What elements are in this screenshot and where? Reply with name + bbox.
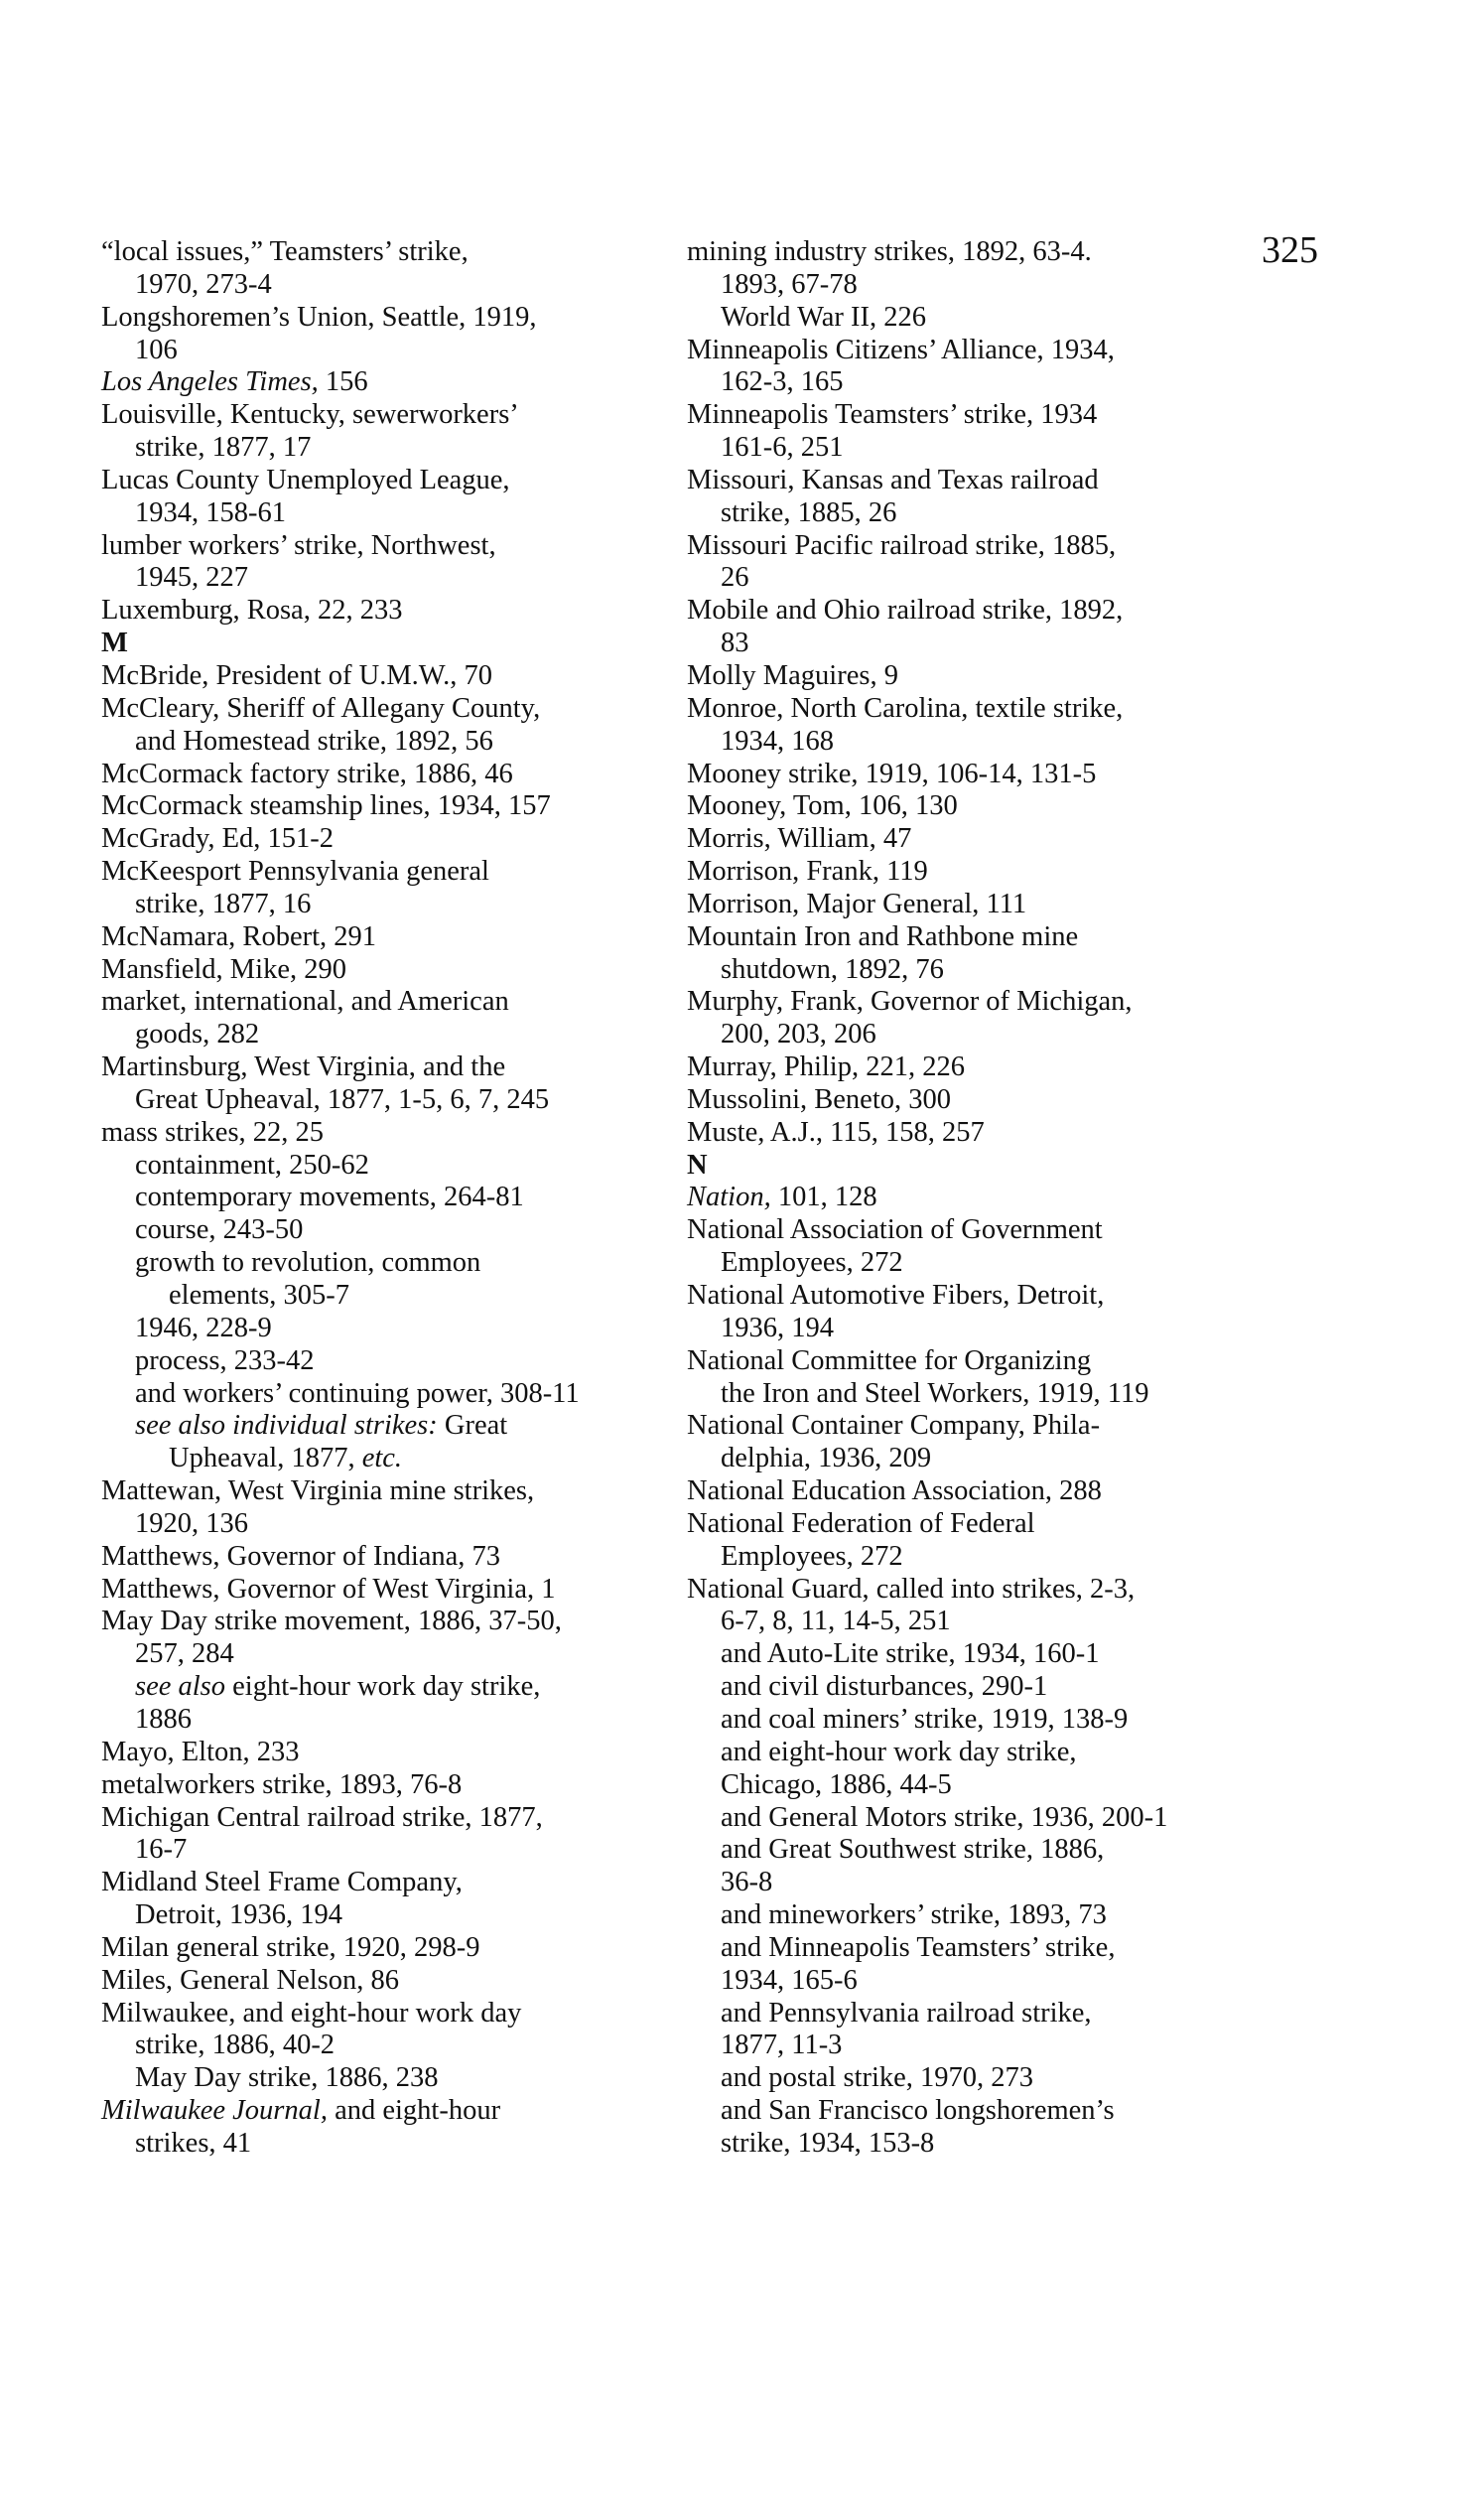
index-entry-text: May Day strike movement, 1886, 37-50, (101, 1606, 562, 1637)
index-entry (101, 921, 657, 954)
index-entry-text: and civil disturbances, 290-1 (721, 1671, 1048, 1703)
index-entry (101, 1182, 657, 1214)
index-entry (687, 1084, 1243, 1117)
index-entry (687, 1051, 1243, 1084)
index-entry (101, 1671, 657, 1704)
index-entry-text: contemporary movements, 264-81 (135, 1182, 524, 1213)
index-entry-text: and Great Southwest strike, 1886, (721, 1834, 1105, 1866)
index-entry (687, 432, 1243, 465)
index-entry (101, 660, 657, 693)
index-entry-text: National Education Association, 288 (687, 1475, 1102, 1507)
index-entry-text: and San Francisco longshoremen’s (721, 2095, 1115, 2127)
index-entry (101, 1150, 657, 1183)
index-entry (101, 2062, 657, 2095)
index-entry-italic: see also (135, 1671, 226, 1703)
index-entry (687, 1541, 1243, 1574)
index-entry-text: eight-hour work day strike, (225, 1671, 541, 1703)
index-entry (687, 1671, 1243, 1704)
index-entry-text: May Day strike, 1886, 238 (135, 2062, 439, 2094)
index-entry-text: 1920, 136 (135, 1507, 248, 1539)
index-entry (687, 1704, 1243, 1737)
page-number: 325 (1262, 229, 1318, 271)
index-entry (687, 2095, 1243, 2128)
index-entry (687, 530, 1243, 563)
index-entry-italic: Los Angeles Times, (101, 366, 319, 398)
index-entry-text: 83 (721, 628, 749, 659)
index-entry-text: 1946, 228-9 (135, 1312, 272, 1343)
index-entry (101, 1606, 657, 1638)
index-entry-text: Muste, A.J., 115, 158, 257 (687, 1116, 985, 1148)
index-entry (101, 1638, 657, 1671)
index-entry-text: Miles, General Nelson, 86 (101, 1964, 399, 1996)
index-entry-text: elements, 305-7 (169, 1280, 350, 1311)
index-entry (101, 1345, 657, 1378)
index-entry (101, 1998, 657, 2030)
index-entry (101, 302, 657, 335)
index-entry-text: Milwaukee, and eight-hour work day (101, 1997, 522, 2029)
index-entry-text: strike, 1877, 16 (135, 888, 312, 919)
index-entry (687, 759, 1243, 791)
index-entry (101, 856, 657, 889)
index-entry (101, 1410, 657, 1443)
index-entry (101, 726, 657, 759)
index-entry (687, 2030, 1243, 2062)
index-entry (101, 1051, 657, 1084)
index-entry-text: the Iron and Steel Workers, 1919, 119 (721, 1377, 1149, 1409)
index-entry-text: Michigan Central railroad strike, 1877, (101, 1801, 543, 1833)
index-entry-text: Minneapolis Citizens’ Alliance, 1934, (687, 334, 1115, 365)
index-column-right (687, 236, 1243, 2161)
index-entry-text: Minneapolis Teamsters’ strike, 1934 (687, 399, 1098, 431)
index-entry (101, 1214, 657, 1247)
index-entry (101, 1704, 657, 1737)
index-entry-text: Luxemburg, Rosa, 22, 233 (101, 595, 403, 627)
index-entry (687, 562, 1243, 595)
index-entry (687, 726, 1243, 759)
index-entry-text: course, 243-50 (135, 1214, 304, 1246)
index-entry-text: market, international, and American (101, 986, 509, 1018)
index-entry-text: Morris, William, 47 (687, 823, 912, 855)
index-entry-text: M (101, 628, 128, 659)
index-entry-text: and workers’ continuing power, 308-11 (135, 1377, 580, 1409)
index-entry (101, 823, 657, 856)
index-entry (101, 1867, 657, 1899)
index-entry-text: McCormack factory strike, 1886, 46 (101, 758, 513, 789)
index-entry (687, 335, 1243, 367)
index-entry (101, 889, 657, 921)
index-entry-text: and postal strike, 1970, 273 (721, 2062, 1034, 2094)
index-entry (687, 1737, 1243, 1769)
index-entry-text: National Association of Government (687, 1214, 1103, 1246)
index-entry (687, 1769, 1243, 1802)
index-entry (101, 2030, 657, 2062)
index-entry-text: lumber workers’ strike, Northwest, (101, 529, 496, 561)
index-entry (687, 660, 1243, 693)
index-entry (687, 1378, 1243, 1411)
index-entry-text: goods, 282 (135, 1019, 260, 1050)
index-entry-text: metalworkers strike, 1893, 76-8 (101, 1768, 463, 1800)
index-entry-text: and Pennsylvania railroad strike, (721, 1997, 1092, 2029)
index-entry (101, 2128, 657, 2161)
index-entry (101, 759, 657, 791)
index-entry-text: Monroe, North Carolina, textile strike, (687, 692, 1124, 724)
index-entry-text: McGrady, Ed, 151-2 (101, 823, 335, 855)
index-entry-text: McCleary, Sheriff of Allegany County, (101, 692, 541, 724)
index-entry (687, 1214, 1243, 1247)
index-entry-text: Missouri, Kansas and Texas railroad (687, 464, 1099, 495)
index-entry (101, 335, 657, 367)
index-entry-text: growth to revolution, common (135, 1247, 481, 1279)
index-entry-text: 156 (318, 366, 368, 398)
index-entry (101, 432, 657, 465)
index-entry (101, 1965, 657, 1998)
index-entry (101, 562, 657, 595)
index-entry-text: and coal miners’ strike, 1919, 138-9 (721, 1703, 1129, 1735)
index-entry-text: Longshoremen’s Union, Seattle, 1919, (101, 301, 537, 333)
index-entry-italic: etc. (361, 1443, 403, 1474)
index-entry (101, 790, 657, 823)
index-entry-text: and Homestead strike, 1892, 56 (135, 725, 493, 757)
index-entry (687, 1313, 1243, 1345)
index-entry (101, 1247, 657, 1280)
index-entry-text: Matthews, Governor of Indiana, 73 (101, 1540, 501, 1572)
index-entry-text: Mooney, Tom, 106, 130 (687, 790, 958, 822)
index-entry (687, 399, 1243, 432)
index-entry-text: Mayo, Elton, 233 (101, 1736, 300, 1767)
index-entry (687, 1932, 1243, 1965)
index-entry (687, 1410, 1243, 1443)
index-entry (687, 1965, 1243, 1998)
index-entry (687, 986, 1243, 1019)
index-entry-text: Employees, 272 (721, 1247, 903, 1279)
index-entry-text: Lucas County Unemployed League, (101, 464, 510, 495)
index-entry (687, 465, 1243, 497)
index-entry (101, 1378, 657, 1411)
index-entry-italic: see also individual strikes: (135, 1410, 438, 1442)
index-entry-text: 1886 (135, 1703, 192, 1735)
index-entry (101, 1019, 657, 1051)
index-entry (687, 954, 1243, 987)
index-entry (101, 1313, 657, 1345)
index-entry (687, 269, 1243, 302)
index-entry-italic: Milwaukee Journal, (101, 2095, 328, 2127)
index-entry (687, 1117, 1243, 1150)
index-entry-text: 200, 203, 206 (721, 1019, 876, 1050)
index-entry-text: 1936, 194 (721, 1312, 834, 1343)
index-entry (687, 1834, 1243, 1867)
index-entry-text: Murphy, Frank, Governor of Michigan, (687, 986, 1133, 1018)
index-entry-text: delphia, 1936, 209 (721, 1443, 932, 1474)
index-entry (101, 465, 657, 497)
index-entry (101, 399, 657, 432)
index-entry (687, 1867, 1243, 1899)
index-entry-text: 161-6, 251 (721, 432, 844, 464)
index-entry (101, 1084, 657, 1117)
index-entry-text: process, 233-42 (135, 1344, 315, 1376)
index-entry-text: Martinsburg, West Virginia, and the (101, 1051, 506, 1083)
index-entry (687, 497, 1243, 530)
index-entry-text: containment, 250-62 (135, 1149, 369, 1181)
index-entry-text: Molly Maguires, 9 (687, 659, 898, 691)
index-entry-text: Chicago, 1886, 44-5 (721, 1768, 952, 1800)
index-entry (687, 595, 1243, 628)
index-entry (687, 1574, 1243, 1607)
index-entry-text: and eight-hour (327, 2095, 501, 2127)
index-entry (687, 2128, 1243, 2161)
index-entry (687, 1345, 1243, 1378)
index-entry-text: National Container Company, Phila- (687, 1410, 1101, 1442)
index-entry (687, 889, 1243, 921)
index-entry-text: National Automotive Fibers, Detroit, (687, 1280, 1105, 1311)
index-entry-text: strikes, 41 (135, 2127, 252, 2159)
index-entry (101, 1574, 657, 1607)
index-entry-text: Morrison, Major General, 111 (687, 888, 1027, 919)
index-entry-text: 6-7, 8, 11, 14-5, 251 (721, 1606, 951, 1637)
index-entry-text: Murray, Philip, 221, 226 (687, 1051, 965, 1083)
index-entry (687, 856, 1243, 889)
index-entry (687, 1182, 1243, 1214)
index-entry (101, 1117, 657, 1150)
index-entry-text: Mooney strike, 1919, 106-14, 131-5 (687, 758, 1097, 789)
index-entry-text: and mineworkers’ strike, 1893, 73 (721, 1899, 1107, 1931)
index-entry (687, 1443, 1243, 1475)
index-entry (687, 1280, 1243, 1313)
index-entry-text: Great (437, 1410, 508, 1442)
index-entry (101, 1769, 657, 1802)
index-entry (687, 693, 1243, 726)
index-entry (101, 1834, 657, 1867)
index-entry-text: McKeesport Pennsylvania general (101, 856, 489, 888)
index-entry-text: 162-3, 165 (721, 366, 844, 398)
index-entry-text: 1934, 158-61 (135, 496, 286, 528)
index-entry-text: Matthews, Governor of West Virginia, 1 (101, 1573, 556, 1605)
index-entry-text: “local issues,” Teamsters’ strike, (101, 236, 469, 267)
index-entry-text: 16-7 (135, 1834, 188, 1866)
index-entry-text: strike, 1877, 17 (135, 432, 312, 464)
index-entry-text: Milan general strike, 1920, 298-9 (101, 1931, 480, 1963)
index-entry-italic: Nation, (687, 1182, 771, 1213)
index-entry-text: Midland Steel Frame Company, (101, 1867, 463, 1898)
index-entry (687, 921, 1243, 954)
index-entry-text: World War II, 226 (721, 301, 927, 333)
index-entry-text: McBride, President of U.M.W., 70 (101, 659, 492, 691)
index-entry-text: Morrison, Frank, 119 (687, 856, 928, 888)
index-entry-text: Mussolini, Beneto, 300 (687, 1083, 952, 1115)
index-entry (687, 1802, 1243, 1835)
index-entry (687, 790, 1243, 823)
index-entry (101, 2095, 657, 2128)
index-entry (687, 1899, 1243, 1932)
index-entry-text: National Guard, called into strikes, 2-3, (687, 1573, 1136, 1605)
index-entry (101, 1475, 657, 1508)
index-entry-text: 1877, 11-3 (721, 2030, 843, 2061)
index-entry-text: Employees, 272 (721, 1540, 903, 1572)
index-entry (687, 1606, 1243, 1638)
index-entry (101, 236, 657, 269)
index-letter-heading (687, 1150, 1243, 1183)
index-entry-text: 1934, 168 (721, 725, 834, 757)
index-entry-text: 26 (721, 562, 749, 594)
index-column-left (101, 236, 657, 2161)
index-entry-text: Great Upheaval, 1877, 1-5, 6, 7, 245 (135, 1083, 550, 1115)
index-letter-heading (101, 628, 657, 660)
index-entry (687, 628, 1243, 660)
index-entry (687, 1638, 1243, 1671)
index-entry (687, 236, 1243, 269)
index-entry (687, 2062, 1243, 2095)
index-entry-text: 36-8 (721, 1867, 773, 1898)
index-entry (101, 1802, 657, 1835)
index-entry (101, 1443, 657, 1475)
index-entry-text: strike, 1886, 40-2 (135, 2030, 336, 2061)
index-entry-text: Upheaval, 1877, (169, 1443, 362, 1474)
index-entry-text: strike, 1934, 153-8 (721, 2127, 935, 2159)
index-entry-text: strike, 1885, 26 (721, 496, 897, 528)
index-entry (687, 366, 1243, 399)
index-entry-text: and Minneapolis Teamsters’ strike, (721, 1931, 1116, 1963)
index-entry-text: and Auto-Lite strike, 1934, 160-1 (721, 1638, 1100, 1670)
index-entry-text: mining industry strikes, 1892, 63-4. (687, 236, 1092, 267)
index-entry-text: and eight-hour work day strike, (721, 1736, 1077, 1767)
index-entry-text: and General Motors strike, 1936, 200-1 (721, 1801, 1168, 1833)
index-entry (687, 1508, 1243, 1541)
index-entry (101, 595, 657, 628)
index-entry-text: National Committee for Organizing (687, 1344, 1092, 1376)
index-entry-text: 106 (135, 334, 178, 365)
index-entry-text: shutdown, 1892, 76 (721, 953, 944, 985)
index-entry-text: 1970, 273-4 (135, 268, 272, 300)
index-entry-text: Missouri Pacific railroad strike, 1885, (687, 529, 1117, 561)
index-entry-text: 1934, 165-6 (721, 1964, 858, 1996)
index-entry (101, 1280, 657, 1313)
index-entry-text: Louisville, Kentucky, sewerworkers’ (101, 399, 519, 431)
index-entry (101, 1899, 657, 1932)
index-entry-text: mass strikes, 22, 25 (101, 1116, 325, 1148)
index-entry (687, 823, 1243, 856)
index-entry (101, 954, 657, 987)
index-entry (687, 302, 1243, 335)
index-entry (101, 986, 657, 1019)
index-entry-text: 1945, 227 (135, 562, 248, 594)
index-entry (687, 1475, 1243, 1508)
index-entry (687, 1247, 1243, 1280)
index-entry (687, 1998, 1243, 2030)
index-entry-text: 1893, 67-78 (721, 268, 858, 300)
index-entry-text: Mountain Iron and Rathbone mine (687, 920, 1079, 952)
index-entry (101, 693, 657, 726)
index-entry-text: Mattewan, West Virginia mine strikes, (101, 1475, 535, 1507)
index-entry (101, 1508, 657, 1541)
index-entry-text: Mansfield, Mike, 290 (101, 953, 346, 985)
index-entry (687, 1019, 1243, 1051)
index-entry (101, 269, 657, 302)
index-entry-text: 257, 284 (135, 1638, 234, 1670)
index-entry-text: N (687, 1149, 708, 1181)
index-entry (101, 497, 657, 530)
index-entry (101, 1932, 657, 1965)
index-entry-text: Mobile and Ohio railroad strike, 1892, (687, 595, 1124, 627)
index-entry-text: Detroit, 1936, 194 (135, 1899, 342, 1931)
index-entry (101, 1541, 657, 1574)
index-entry (101, 530, 657, 563)
index-entry (101, 1737, 657, 1769)
index-entry-text: 101, 128 (770, 1182, 877, 1213)
index-entry-text: McNamara, Robert, 291 (101, 920, 376, 952)
index-entry (101, 366, 657, 399)
index-entry-text: McCormack steamship lines, 1934, 157 (101, 790, 551, 822)
index-entry-text: National Federation of Federal (687, 1507, 1035, 1539)
